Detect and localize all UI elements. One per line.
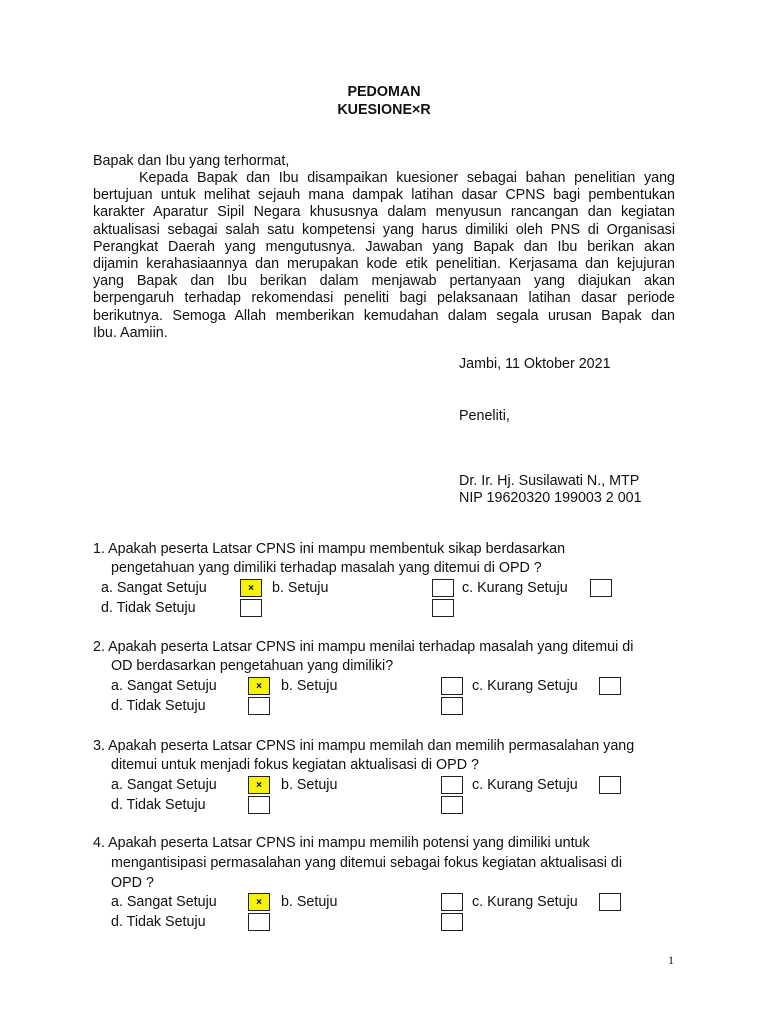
option-label-a: a. Sangat Setuju (111, 777, 217, 793)
check-mark-icon: × (256, 897, 262, 908)
checkbox-a[interactable] (248, 776, 270, 794)
intro-line: yang Bapak dan Ibu berikan dalam menjawab pertanyaan yang diajukan akan (93, 273, 675, 290)
option-label-d: d. Tidak Setuju (101, 600, 196, 616)
intro-line: aktualisasi sebagai salah satu kompetensi yang harus dimiliki oleh PNS di Organisasi (93, 221, 675, 238)
option-label-a: a. Sangat Setuju (111, 678, 217, 694)
signature-role: Peneliti, (459, 408, 510, 424)
checkbox-d[interactable] (248, 796, 270, 814)
checkbox-b[interactable] (432, 579, 454, 597)
intro-line: Ibu. Aamiin. (93, 324, 168, 341)
checkbox-a[interactable] (248, 677, 270, 695)
check-mark-icon: × (248, 583, 254, 594)
checkbox-d[interactable] (248, 697, 270, 715)
checkbox-b[interactable] (441, 677, 463, 695)
checkbox-c[interactable] (599, 776, 621, 794)
check-mark-icon: × (256, 681, 262, 692)
intro-line: berpengaruh terhadap rekomendasi peneliti bagi pelaksanaan latihan dasar periode (93, 290, 675, 307)
checkbox-empty[interactable] (441, 697, 463, 715)
option-label-b: b. Setuju (281, 777, 338, 793)
option-label-d: d. Tidak Setuju (111, 797, 206, 813)
option-label-b: b. Setuju (272, 580, 329, 596)
document-title: PEDOMAN (347, 84, 421, 100)
checkbox-b[interactable] (441, 893, 463, 911)
greeting: Bapak dan Ibu yang terhormat, (93, 153, 290, 169)
intro-line: dijamin kerahasiaannya dan merupakan kode etik penelitian. Kerjasama dan kejujuran (93, 256, 675, 273)
question-text: OPD ? (111, 875, 154, 891)
option-label-a: a. Sangat Setuju (101, 580, 207, 596)
checkbox-a[interactable] (240, 579, 262, 597)
document-subtitle: KUESIONE×R (337, 102, 431, 118)
question-text: 1. Apakah peserta Latsar CPNS ini mampu membentuk sikap berdasarkan (93, 541, 566, 557)
question-text: pengetahuan yang dimiliki terhadap masalah yang ditemui di OPD ? (111, 560, 542, 576)
checkbox-d[interactable] (248, 913, 270, 931)
intro-paragraph (93, 170, 675, 342)
checkbox-empty[interactable] (432, 599, 454, 617)
intro-line: berikutnya. Semoga Allah memberikan kemudahan dalam segala urusan Bapak dan (93, 307, 675, 324)
option-label-b: b. Setuju (281, 678, 338, 694)
checkbox-c[interactable] (599, 893, 621, 911)
option-label-c: c. Kurang Setuju (472, 678, 578, 694)
intro-line: bertujuan untuk melihat sejauh mana dampak latihan dasar CPNS bagi pembentukan (93, 187, 675, 204)
question-text: mengantisipasi permasalahan yang ditemui sebagai fokus kegiatan aktualisasi di (111, 855, 623, 871)
option-label-c: c. Kurang Setuju (472, 777, 578, 793)
checkbox-c[interactable] (590, 579, 612, 597)
option-label-a: a. Sangat Setuju (111, 894, 217, 910)
option-label-d: d. Tidak Setuju (111, 914, 206, 930)
question-text: 4. Apakah peserta Latsar CPNS ini mampu memilih potensi yang dimiliki untuk (93, 835, 590, 851)
checkbox-c[interactable] (599, 677, 621, 695)
question-text: OD berdasarkan pengetahuan yang dimiliki? (111, 658, 394, 674)
question-text: ditemui untuk menjadi fokus kegiatan aktualisasi di OPD ? (111, 757, 479, 773)
intro-line: karakter Aparatur Sipil Negara khususnya dalam menyusun rancangan dan kegiatan (93, 204, 675, 221)
intro-line: Perangkat Daerah yang mengutusnya. Jawaban yang Bapak dan Ibu berikan akan (93, 238, 675, 255)
page-number: 1 (668, 953, 674, 967)
intro-line: Kepada Bapak dan Ibu disampaikan kuesioner sebagai bahan penelitian yang (139, 170, 675, 186)
checkbox-a[interactable] (248, 893, 270, 911)
place-date: Jambi, 11 Oktober 2021 (459, 356, 611, 372)
signature-nip: NIP 19620320 199003 2 001 (459, 490, 642, 506)
checkbox-empty[interactable] (441, 913, 463, 931)
option-label-c: c. Kurang Setuju (462, 580, 568, 596)
option-label-d: d. Tidak Setuju (111, 698, 206, 714)
option-label-b: b. Setuju (281, 894, 338, 910)
option-label-c: c. Kurang Setuju (472, 894, 578, 910)
checkbox-d[interactable] (240, 599, 262, 617)
check-mark-icon: × (256, 780, 262, 791)
checkbox-empty[interactable] (441, 796, 463, 814)
question-text: 2. Apakah peserta Latsar CPNS ini mampu menilai terhadap masalah yang ditemui di (93, 639, 634, 655)
checkbox-b[interactable] (441, 776, 463, 794)
question-text: 3. Apakah peserta Latsar CPNS ini mampu memilah dan memilih permasalahan yang (93, 738, 635, 754)
signature-name: Dr. Ir. Hj. Susilawati N., MTP (459, 473, 640, 489)
